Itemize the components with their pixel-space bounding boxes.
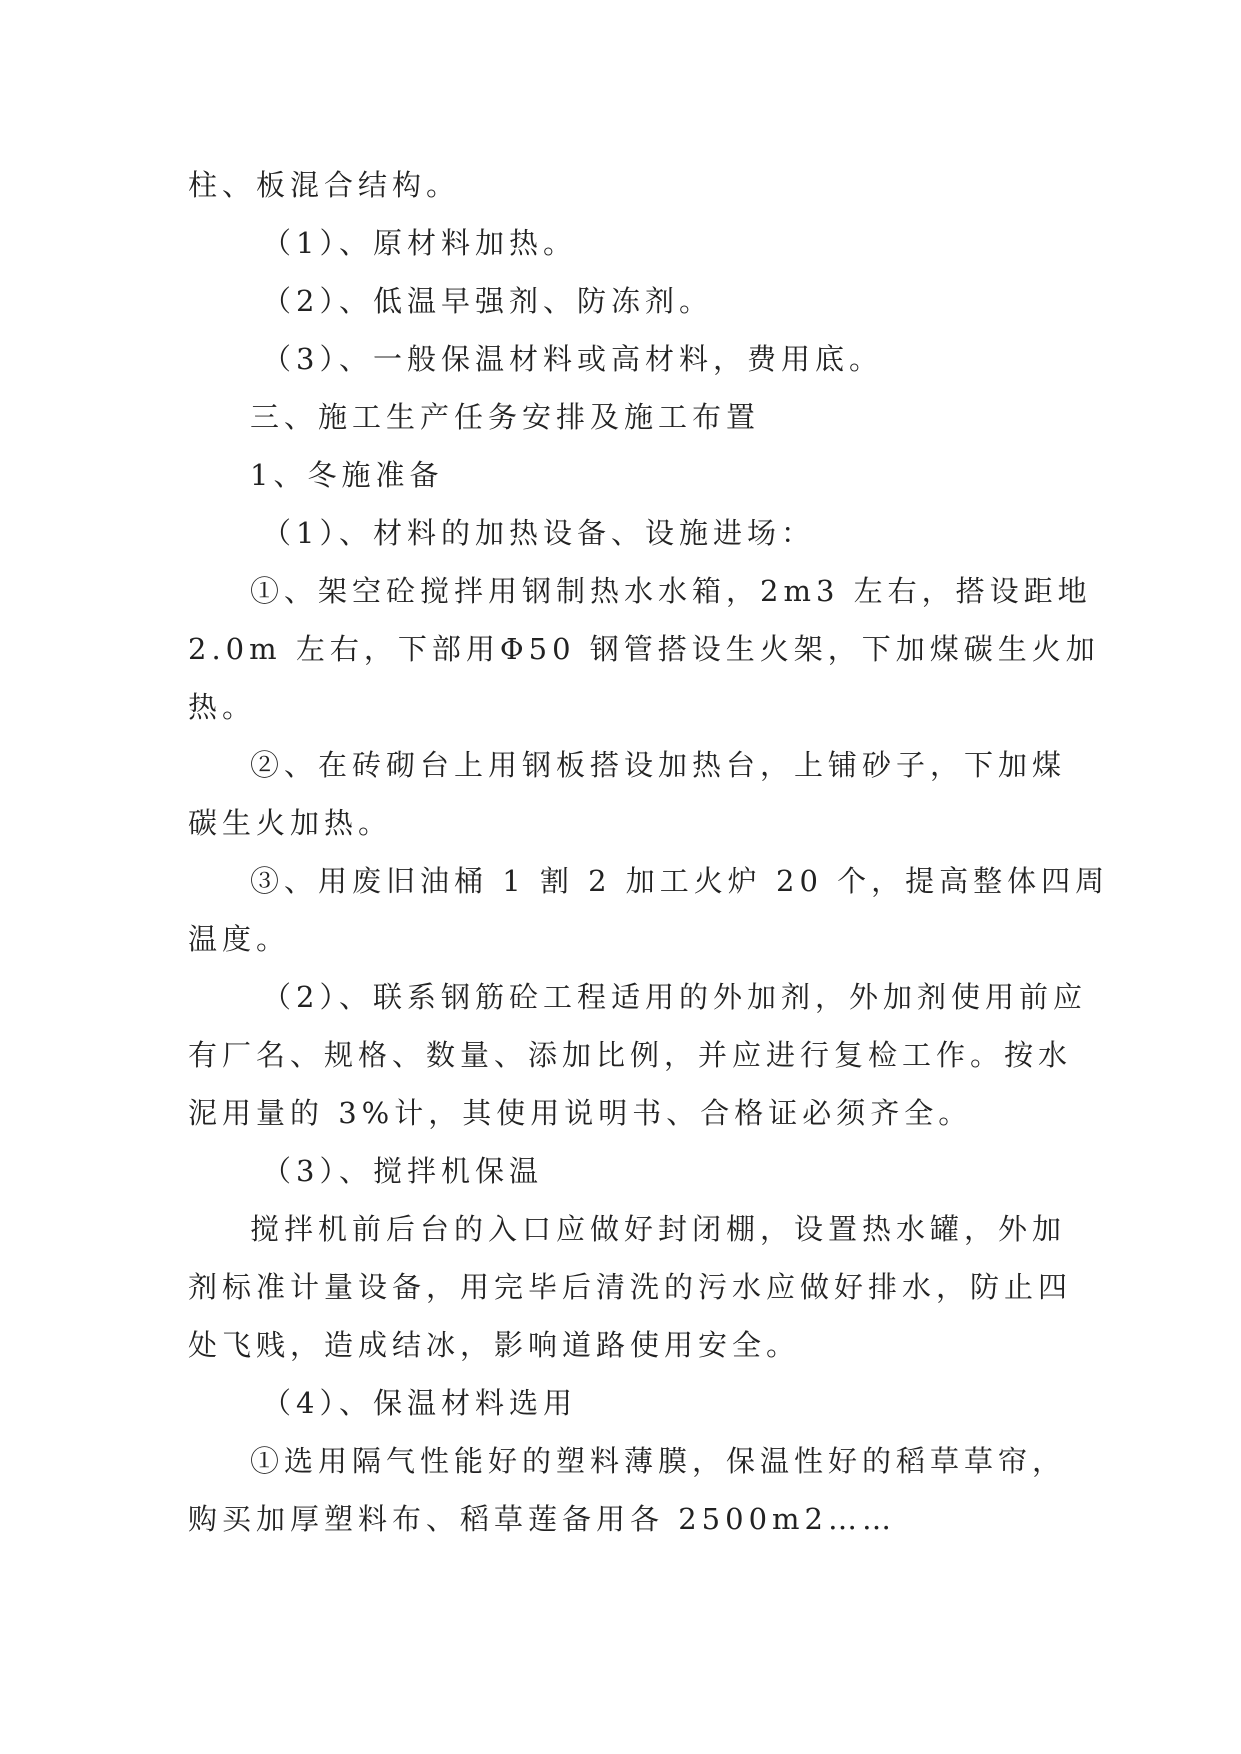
paragraph-line: ①、架空砼搅拌用钢制热水水箱，2m3 左右，搭设距地	[250, 574, 1092, 608]
paragraph-line: （2）、联系钢筋砼工程适用的外加剂，外加剂使用前应	[262, 980, 1087, 1014]
list-item: （3）、搅拌机保温	[262, 1154, 543, 1188]
list-item: （4）、保温材料选用	[262, 1386, 577, 1420]
paragraph-line: 碳生火加热。	[188, 806, 393, 840]
list-item: （3）、一般保温材料或高材料，费用底。	[262, 342, 883, 376]
subsection-heading: 1、冬施准备	[250, 458, 444, 492]
paragraph-line: 搅拌机前后台的入口应做好封闭棚，设置热水罐，外加	[250, 1212, 1067, 1246]
paragraph-line: 柱、板混合结构。	[188, 168, 461, 202]
paragraph-line: ②、在砖砌台上用钢板搭设加热台，上铺砂子，下加煤	[250, 748, 1067, 782]
paragraph-line: ①选用隔气性能好的塑料薄膜，保温性好的稻草草帘，	[250, 1444, 1067, 1478]
paragraph-line: 热。	[188, 690, 257, 724]
paragraph-line: 剂标准计量设备，用完毕后清洗的污水应做好排水，防止四	[188, 1270, 1073, 1304]
paragraph-line: ③、用废旧油桶 1 割 2 加工火炉 20 个，提高整体四周	[250, 864, 1110, 898]
paragraph-line: 温度。	[188, 922, 291, 956]
paragraph-line: 购买加厚塑料布、稻草莲备用各 2500m2……	[188, 1502, 896, 1536]
section-heading: 三、施工生产任务安排及施工布置	[250, 400, 761, 434]
paragraph-line: 处飞贱，造成结冰，影响道路使用安全。	[188, 1328, 801, 1362]
list-item: （1）、材料的加热设备、设施进场：	[262, 516, 815, 550]
document-body	[188, 156, 1110, 1548]
list-item: （2）、低温早强剂、防冻剂。	[262, 284, 713, 318]
paragraph-line: 有厂名、规格、数量、添加比例，并应进行复检工作。按水	[188, 1038, 1073, 1072]
paragraph-line: 2.0m 左右，下部用Φ50 钢管搭设生火架，下加煤碳生火加	[188, 632, 1100, 666]
list-item: （1）、原材料加热。	[262, 226, 577, 260]
paragraph-line: 泥用量的 3%计，其使用说明书、合格证必须齐全。	[188, 1096, 973, 1130]
